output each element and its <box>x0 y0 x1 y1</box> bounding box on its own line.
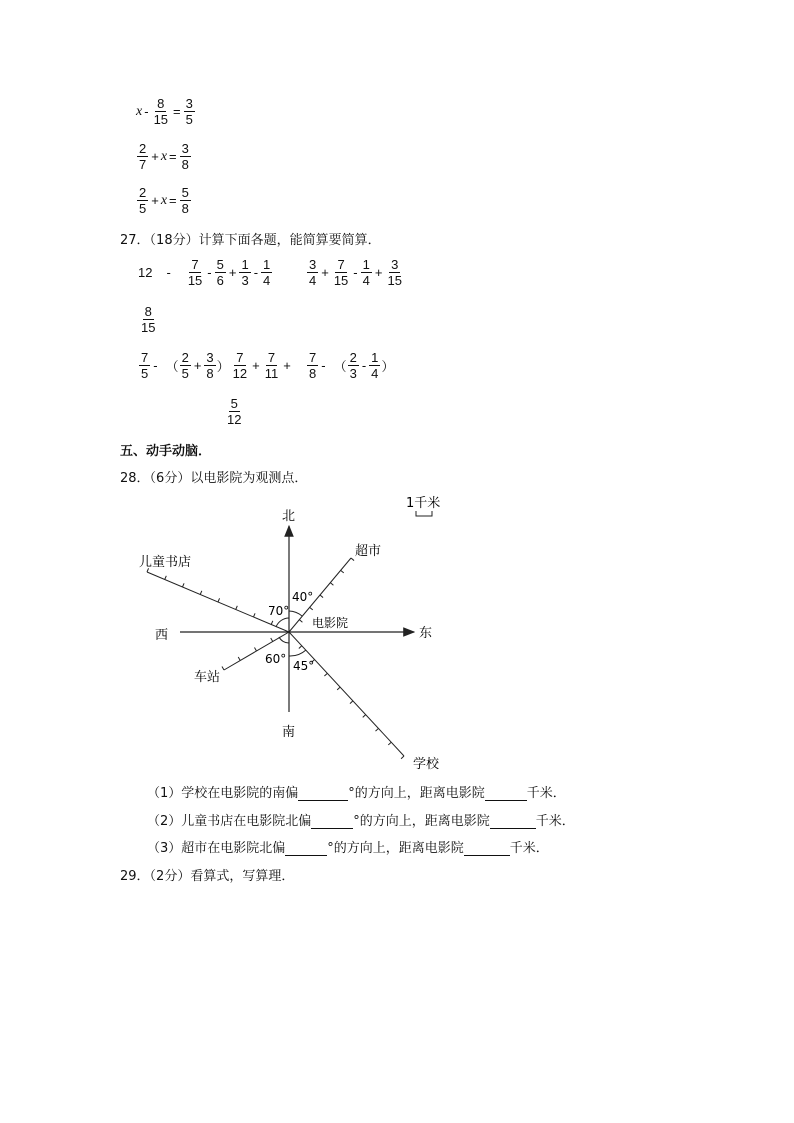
tick-mark <box>200 591 202 595</box>
right-paren: ） <box>216 359 230 374</box>
angle-supermarket: 40° <box>292 590 314 604</box>
west-label: 西 <box>155 628 169 643</box>
text: °的方向上，距离电影院 <box>327 841 464 856</box>
numerator: 7 <box>191 257 199 272</box>
variable-x: x <box>160 148 168 164</box>
tick-mark <box>363 715 366 718</box>
numerator: 8 <box>144 304 152 319</box>
label-supermarket: 超市 <box>355 544 382 559</box>
scale-bar <box>416 511 432 516</box>
denominator: 5 <box>185 112 193 127</box>
label-school: 学校 <box>413 757 440 772</box>
tick-mark <box>183 583 185 587</box>
numerator: 3 <box>185 96 193 111</box>
text: 千米． <box>526 786 566 801</box>
operator: + <box>321 265 329 280</box>
operator: - <box>144 104 149 119</box>
north-label: 北 <box>282 509 296 524</box>
answer-blank[interactable] <box>464 855 510 856</box>
tick-mark <box>324 673 327 676</box>
answer-blank[interactable] <box>285 855 327 856</box>
question-27-title: 27．（18分）计算下面各题，能简算要简算． <box>120 233 381 248</box>
tick-mark <box>337 687 340 690</box>
denominator: 11 <box>264 366 279 381</box>
numerator: 2 <box>181 350 189 365</box>
angle-station: 60° <box>265 652 287 666</box>
text: °的方向上，距离电影院 <box>348 786 485 801</box>
tick-mark <box>401 756 404 759</box>
numerator: 2 <box>349 350 357 365</box>
operator: - <box>207 265 212 280</box>
arc-school <box>289 650 306 656</box>
numerator: 7 <box>337 257 345 272</box>
numerator: 5 <box>216 257 224 272</box>
scale-label: 1千米 <box>406 496 441 511</box>
tick-mark <box>376 728 379 731</box>
question-29-title: 29．（2分）看算式，写算理． <box>120 869 295 884</box>
denominator: 8 <box>206 366 214 381</box>
numerator: 7 <box>236 350 244 365</box>
sub-question-1 <box>147 782 566 801</box>
operator: - <box>361 358 367 373</box>
denominator: 8 <box>181 201 189 216</box>
numerator: 1 <box>241 257 249 272</box>
ray-school <box>289 632 404 756</box>
numerator: 7 <box>141 350 149 365</box>
tick-mark <box>388 742 391 745</box>
denominator: 4 <box>263 273 271 288</box>
denominator: 6 <box>216 273 224 288</box>
arc-bookstore <box>276 618 289 627</box>
numerator: 5 <box>181 185 189 200</box>
operator: + <box>193 358 202 373</box>
sub-question-3 <box>147 837 549 856</box>
variable-x: x <box>160 192 168 208</box>
denominator: 4 <box>362 273 370 288</box>
answer-blank[interactable] <box>311 828 353 829</box>
operator: + <box>228 265 237 280</box>
numerator: 3 <box>206 350 214 365</box>
tick-mark <box>254 648 256 651</box>
question-28-title: 28．（6分）以电影院为观测点． <box>120 471 308 486</box>
center-label: 电影院 <box>312 616 349 630</box>
numerator: 2 <box>139 185 147 200</box>
tick-mark <box>320 595 323 598</box>
tick-mark <box>341 570 344 573</box>
tick-mark <box>351 558 354 561</box>
answer-blank[interactable] <box>485 800 527 801</box>
operator: + <box>151 149 159 164</box>
tick-mark <box>330 583 333 586</box>
denominator: 5 <box>181 366 189 381</box>
answer-blank[interactable] <box>490 828 536 829</box>
operator: - <box>321 358 326 373</box>
text: （2）儿童书店在电影院北偏 <box>147 814 312 829</box>
answer-blank[interactable] <box>298 800 348 801</box>
numerator: 7 <box>267 350 276 365</box>
numerator: 3 <box>181 141 189 156</box>
text: 千米． <box>535 814 575 829</box>
numerator: 1 <box>371 350 379 365</box>
arc-supermarket <box>289 611 302 616</box>
denominator: 15 <box>333 273 349 288</box>
text: （3）超市在电影院北偏 <box>147 841 286 856</box>
numerator: 2 <box>139 141 147 156</box>
left-paren: （ <box>333 359 347 374</box>
numerator: 7 <box>309 350 317 365</box>
operator: + <box>283 358 291 373</box>
operator: + <box>374 265 383 280</box>
numerator: 3 <box>309 257 317 272</box>
tick-mark <box>218 598 220 602</box>
tick-mark <box>350 701 353 704</box>
angle-school: 45° <box>293 659 315 673</box>
tick-mark <box>299 620 302 623</box>
denominator: 3 <box>241 273 249 288</box>
equals: = <box>169 149 177 164</box>
operator: - <box>166 265 171 280</box>
numerator: 5 <box>230 396 238 411</box>
section-title: 五、动手动脑． <box>120 444 212 459</box>
right-paren: ） <box>381 359 395 374</box>
denominator: 12 <box>232 366 248 381</box>
operator: - <box>353 265 358 280</box>
denominator: 12 <box>227 412 242 427</box>
angle-bookstore: 70° <box>268 604 290 618</box>
denominator: 3 <box>349 366 357 381</box>
numerator: 1 <box>263 257 271 272</box>
left-paren: （ <box>165 359 179 374</box>
denominator: 15 <box>387 273 402 288</box>
numerator: 3 <box>391 257 399 272</box>
tick-mark <box>299 646 302 649</box>
denominator: 7 <box>139 157 147 172</box>
denominator: 15 <box>187 273 203 288</box>
equals: = <box>169 193 177 208</box>
denominator: 8 <box>309 366 317 381</box>
east-label: 东 <box>419 626 433 641</box>
tick-mark <box>310 607 313 610</box>
text: （1）学校在电影院的南偏 <box>147 786 299 801</box>
denominator: 15 <box>153 112 169 127</box>
tick-mark <box>165 576 167 580</box>
tick-mark <box>236 606 238 610</box>
denominator: 5 <box>141 366 149 381</box>
operator: + <box>151 193 159 208</box>
equals: = <box>173 104 181 119</box>
operator: + <box>252 358 260 373</box>
tick-mark <box>271 638 273 641</box>
south-label: 南 <box>282 725 296 740</box>
tick-mark <box>254 613 256 617</box>
operator: - <box>253 265 259 280</box>
tick-mark <box>271 621 273 625</box>
denominator: 8 <box>181 157 189 172</box>
numerator: 8 <box>157 96 165 111</box>
text: 千米． <box>509 841 549 856</box>
variable-x: x <box>136 103 143 119</box>
denominator: 4 <box>371 366 379 381</box>
label-station: 车站 <box>194 670 221 685</box>
number: 12 <box>138 265 153 280</box>
operator: - <box>153 358 158 373</box>
text: °的方向上，距离电影院 <box>353 814 490 829</box>
label-bookstore: 儿童书店 <box>139 555 192 570</box>
arc-station <box>279 637 289 643</box>
denominator: 4 <box>309 273 317 288</box>
denominator: 15 <box>141 320 156 335</box>
numerator: 1 <box>362 257 370 272</box>
tick-mark <box>222 667 224 670</box>
sub-question-2 <box>147 810 575 829</box>
tick-mark <box>238 657 240 660</box>
denominator: 5 <box>139 201 147 216</box>
